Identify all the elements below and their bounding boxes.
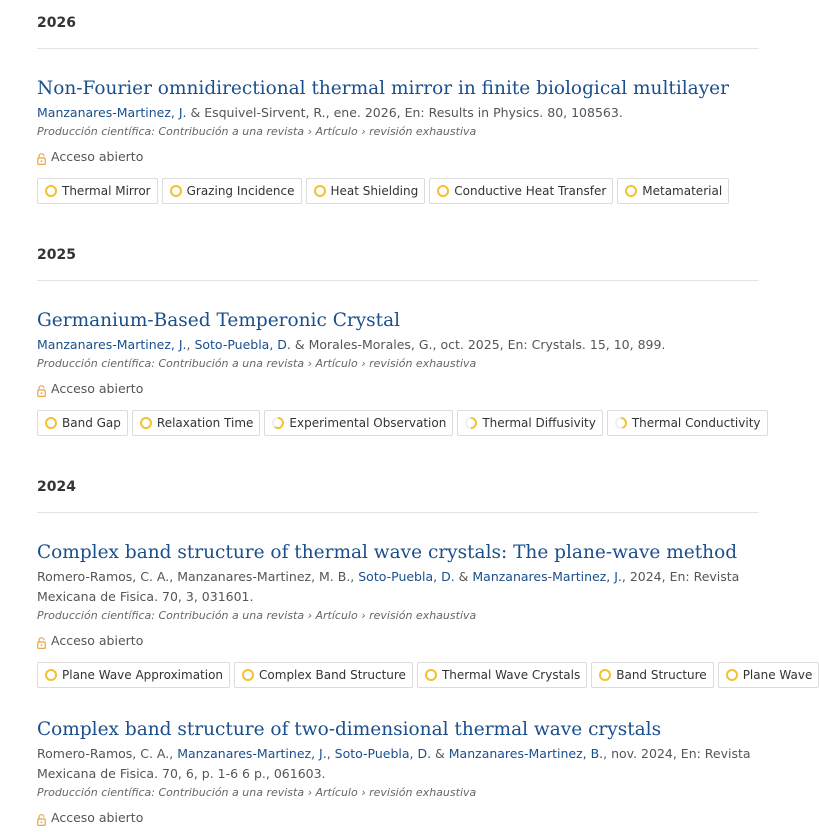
author-name: Romero-Ramos, C. A.	[37, 746, 170, 761]
keyword-label: Band Structure	[616, 668, 707, 682]
publication-title-link[interactable]: Germanium-Based Temperonic Crystal	[37, 310, 401, 331]
publication-type: Producción científica: Contribución a una revista › Artículo › revisión exhaustiva	[37, 125, 477, 138]
keyword-chip[interactable]	[617, 178, 729, 204]
publication-type: Producción científica: Contribución a una revista › Artículo › revisión exhaustiva	[37, 609, 477, 622]
publication-type: Producción científica: Contribución a una revista › Artículo › revisión exhaustiva	[37, 786, 477, 799]
keyword-chip[interactable]	[37, 178, 158, 204]
fingerprint-keywords	[37, 178, 759, 204]
keyword-chip[interactable]	[718, 662, 819, 688]
relevance-ring-icon	[625, 185, 637, 197]
author-name: Esquivel-Sirvent, R.	[204, 105, 326, 120]
author-name: Morales-Morales, G.	[308, 337, 433, 352]
keyword-chip[interactable]	[162, 178, 302, 204]
author-link[interactable]: Manzanares-Martinez, J.	[37, 105, 187, 120]
open-access-label: Acceso abierto	[51, 381, 144, 396]
author-separator: &	[454, 569, 473, 584]
relevance-ring-icon	[465, 417, 477, 429]
publication-title-link[interactable]: Non-Fourier omnidirectional thermal mirror in finite biological multilayer	[37, 78, 729, 99]
keyword-chip[interactable]	[37, 662, 230, 688]
keyword-label: Thermal Wave Crystals	[441, 668, 581, 682]
relevance-ring-icon	[599, 669, 611, 681]
keyword-label: Relaxation Time	[156, 416, 254, 430]
open-lock-icon	[37, 151, 46, 163]
author-separator: ,	[169, 569, 178, 584]
keyword-chip[interactable]	[132, 410, 261, 436]
publication-item	[37, 75, 759, 204]
relevance-ring-icon	[45, 417, 57, 429]
relevance-ring-icon	[272, 417, 284, 429]
open-access-label: Acceso abierto	[51, 149, 144, 164]
keyword-label: Plane Wave Approximation	[62, 668, 224, 682]
year-heading: 2026	[37, 0, 759, 49]
open-lock-icon	[37, 635, 46, 647]
keyword-chip[interactable]	[429, 178, 613, 204]
open-access-label: Acceso abierto	[51, 810, 144, 825]
relevance-ring-icon	[45, 669, 57, 681]
publication-title-link[interactable]: Complex band structure of thermal wave crystals: The plane-wave method	[37, 542, 738, 563]
keyword-chip[interactable]	[306, 178, 426, 204]
author-link[interactable]: Soto-Puebla, D.	[194, 337, 291, 352]
publication-citation	[37, 103, 759, 123]
keyword-label: Complex Band Structure	[259, 668, 406, 682]
keyword-chip[interactable]	[37, 410, 128, 436]
keyword-label: Thermal Diffusivity	[482, 416, 596, 430]
year-heading: 2024	[37, 464, 759, 513]
open-access-badge	[37, 379, 759, 399]
publication-type: Producción científica: Contribución a una revista › Artículo › revisión exhaustiva	[37, 357, 477, 370]
year-heading: 2025	[37, 232, 759, 281]
author-separator: &	[186, 105, 205, 120]
fingerprint-keywords	[37, 410, 759, 436]
keyword-chip[interactable]	[457, 410, 603, 436]
publication-item	[37, 307, 759, 436]
relevance-ring-icon	[615, 417, 627, 429]
publication-item	[37, 539, 813, 688]
citation-details: , oct. 2025, En: Crystals. 15, 10, 899.	[432, 337, 666, 352]
keyword-chip[interactable]	[417, 662, 587, 688]
relevance-ring-icon	[726, 669, 738, 681]
keyword-label: Band Gap	[62, 416, 121, 430]
author-link[interactable]: Manzanares-Martinez, B.	[448, 746, 604, 761]
fingerprint-keywords	[37, 662, 813, 688]
open-access-label: Acceso abierto	[51, 633, 144, 648]
relevance-ring-icon	[314, 185, 326, 197]
keyword-label: Conductive Heat Transfer	[454, 184, 607, 198]
author-separator: ,	[169, 746, 178, 761]
publication-item	[37, 716, 759, 828]
keyword-chip[interactable]	[234, 662, 413, 688]
keyword-label: Thermal Conductivity	[631, 416, 761, 430]
keyword-label: Plane Wave	[742, 668, 813, 682]
relevance-ring-icon	[437, 185, 449, 197]
publication-citation	[37, 567, 759, 607]
keyword-label: Grazing Incidence	[186, 184, 295, 198]
author-separator: ,	[186, 337, 195, 352]
relevance-ring-icon	[170, 185, 182, 197]
keyword-chip[interactable]	[607, 410, 768, 436]
author-link[interactable]: Soto-Puebla, D.	[358, 569, 455, 584]
keyword-label: Experimental Observation	[289, 416, 447, 430]
author-link[interactable]: Manzanares-Martinez, J.	[177, 746, 327, 761]
keyword-label: Heat Shielding	[330, 184, 419, 198]
relevance-ring-icon	[425, 669, 437, 681]
keyword-label: Metamaterial	[642, 184, 723, 198]
relevance-ring-icon	[45, 185, 57, 197]
open-access-badge	[37, 631, 759, 651]
keyword-label: Thermal Mirror	[62, 184, 151, 198]
author-separator: &	[431, 746, 449, 761]
author-link[interactable]: Soto-Puebla, D.	[334, 746, 432, 761]
open-access-badge	[37, 147, 759, 167]
keyword-chip[interactable]	[591, 662, 713, 688]
author-separator: &	[290, 337, 309, 352]
keyword-chip[interactable]	[264, 410, 453, 436]
relevance-ring-icon	[140, 417, 152, 429]
citation-details: , nov. 2024, En: Revista Mexicana de Fisica. 70, 6, p. 1-6 6 p., 061603.	[37, 746, 751, 781]
open-lock-icon	[37, 383, 46, 395]
author-name: Manzanares-Martinez, M. B.	[177, 569, 351, 584]
author-separator: ,	[326, 746, 335, 761]
author-separator: ,	[350, 569, 359, 584]
open-access-badge	[37, 808, 759, 828]
publication-citation	[37, 744, 759, 784]
relevance-ring-icon	[242, 669, 254, 681]
author-link[interactable]: Manzanares-Martinez, J.	[37, 337, 187, 352]
publication-title-link[interactable]: Complex band structure of two-dimensional thermal wave crystals	[37, 719, 662, 740]
publication-citation	[37, 335, 759, 355]
open-lock-icon	[37, 812, 46, 824]
author-link[interactable]: Manzanares-Martinez, J.	[472, 569, 622, 584]
citation-details: , ene. 2026, En: Results in Physics. 80, 108563.	[325, 105, 623, 120]
author-name: Romero-Ramos, C. A.	[37, 569, 170, 584]
citation-details: , 2024, En: Revista Mexicana de Fisica. 70, 3, 031601.	[37, 569, 740, 604]
